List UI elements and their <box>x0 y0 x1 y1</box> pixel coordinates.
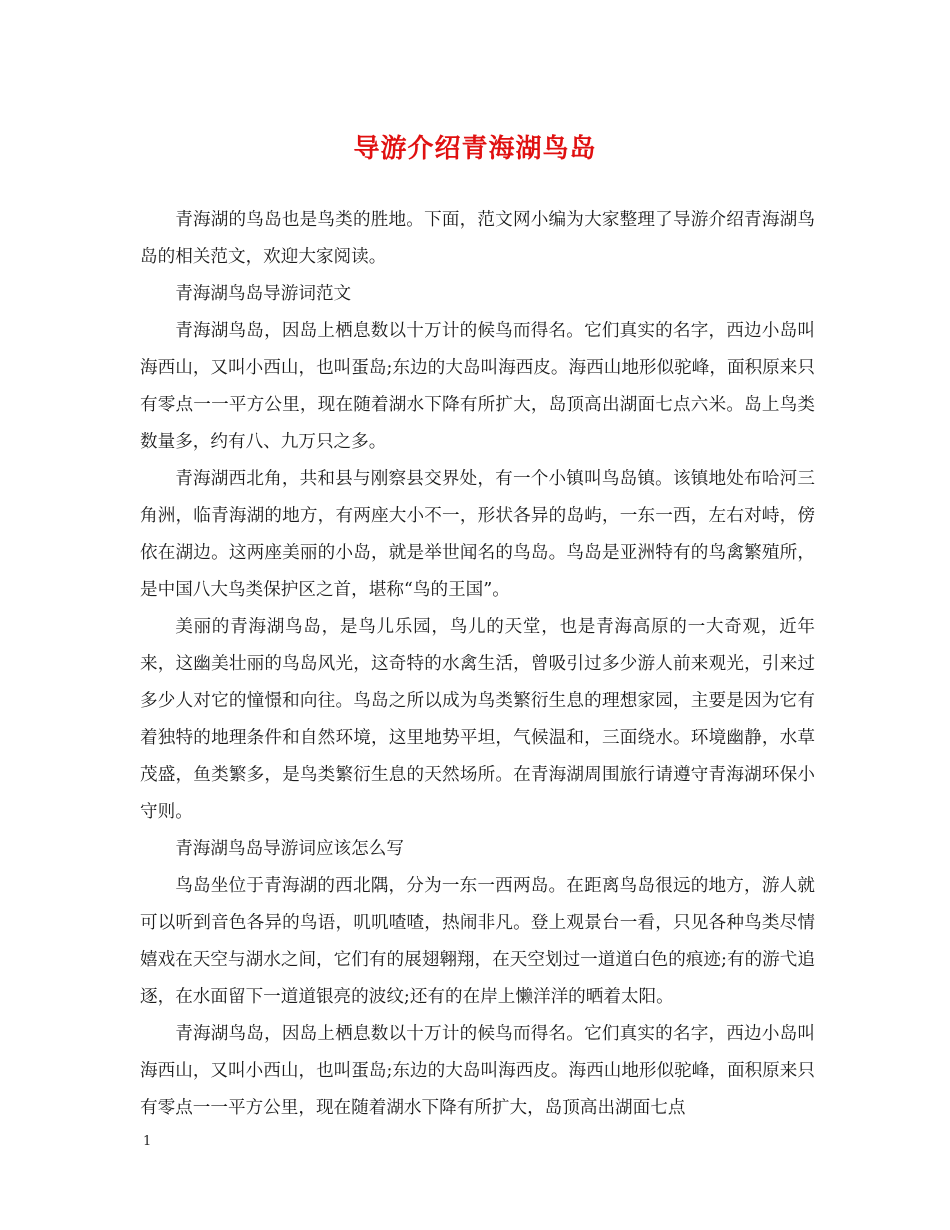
paragraph-intro: 青海湖的鸟岛也是鸟类的胜地。下面，范文网小编为大家整理了导游介绍青海湖鸟岛的相关范文，欢迎大家阅读。 <box>140 210 815 267</box>
paragraph-island-names: 青海湖鸟岛，因岛上栖息数以十万计的候鸟而得名。它们真实的名字，西边小岛叫海西山，又叫小西山，也叫蛋岛;东边的大岛叫海西皮。海西山地形似驼峰，面积原来只有零点一一平方公里，现在随着湖水下降有所扩大，岛顶高出湖面七点六米。岛上鸟类数量多，约有八、九万只之多。 <box>140 321 815 452</box>
paragraph-island-names-repeat: 青海湖鸟岛，因岛上栖息数以十万计的候鸟而得名。它们真实的名字，西边小岛叫海西山，又叫小西山，也叫蛋岛;东边的大岛叫海西皮。海西山地形似驼峰，面积原来只有零点一一平方公里，现在随着湖水下降有所扩大，岛顶高出湖面七点 <box>140 1024 815 1118</box>
paragraph-location: 青海湖西北角，共和县与刚察县交界处，有一个小镇叫鸟岛镇。该镇地处布哈河三角洲，临青海湖的地方，有两座大小不一，形状各异的岛屿，一东一西，左右对峙，傍依在湖边。这两座美丽的小岛，就是举世闻名的鸟岛。鸟岛是亚洲特有的鸟禽繁殖所，是中国八大鸟类保护区之首，堪称“鸟的王国”。 <box>140 469 815 600</box>
document-body <box>140 202 815 1127</box>
page-number: 1 <box>143 1134 152 1149</box>
section-heading-sample: 青海湖鸟岛导游词范文 <box>175 284 352 304</box>
section-heading-how-to-write: 青海湖鸟岛导游词应该怎么写 <box>175 839 404 859</box>
paragraph-scenery: 美丽的青海湖鸟岛，是鸟儿乐园，鸟儿的天堂，也是青海高原的一大奇观，近年来，这幽美壮丽的鸟岛风光，这奇特的水禽生活，曾吸引过多少游人前来观光，引来过多少人对它的憧憬和向往。鸟岛之所以成为鸟类繁衍生息的理想家园，主要是因为它有着独特的地理条件和自然环境，这里地势平坦，气候温和，三面绕水。环境幽静，水草茂盛，鱼类繁多，是鸟类繁衍生息的天然场所。在青海湖周围旅行请遵守青海湖环保小守则。 <box>140 617 815 822</box>
document-title: 导游介绍青海湖鸟岛 <box>353 134 597 164</box>
paragraph-birds: 鸟岛坐位于青海湖的西北隅，分为一东一西两岛。在距离鸟岛很远的地方，游人就可以听到音色各异的鸟语，叽叽喳喳，热闹非凡。登上观景台一看，只见各种鸟类尽情嬉戏在天空与湖水之间，它们有的展翅翱翔，在天空划过一道道白色的痕迹;有的游弋追逐，在水面留下一道道银亮的波纹;还有的在岸上懒洋洋的晒着太阳。 <box>140 876 815 1007</box>
